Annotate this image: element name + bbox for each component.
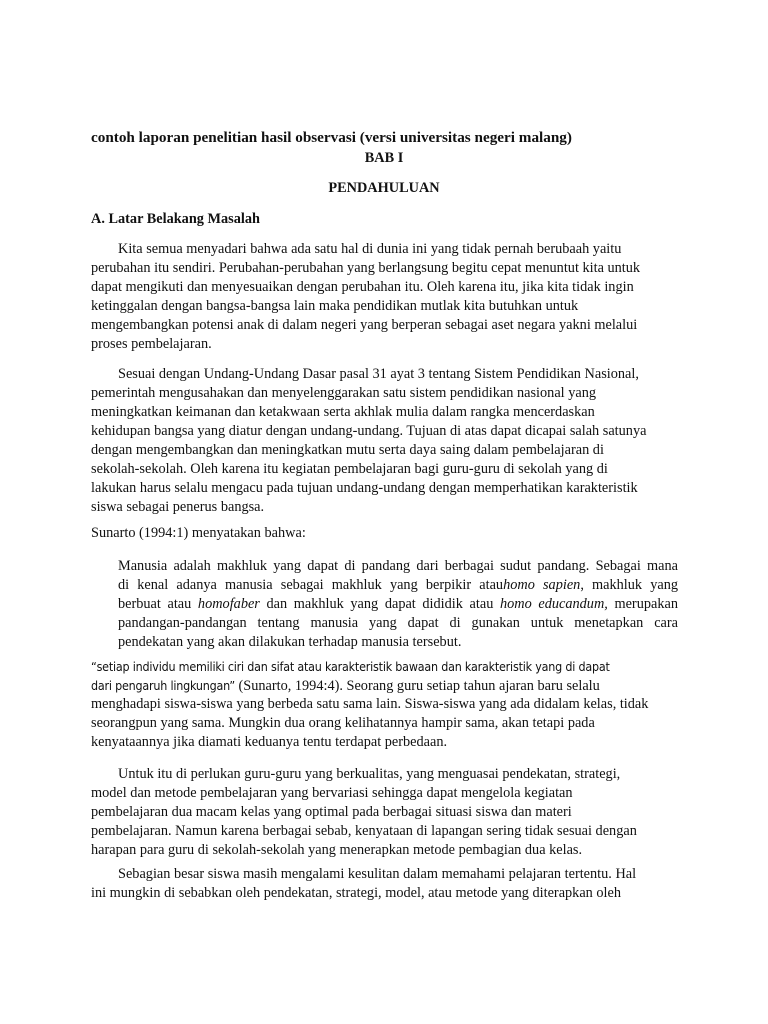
text-line: lakukan harus selalu mengacu pada tujuan undang-undang dengan memperhatikan karakteristik (91, 480, 638, 496)
text-line: dapat mengikuti dan menyesuaikan dengan perubahan itu. Oleh karena itu, jika kita tidak ingin (91, 279, 634, 295)
paragraph-4 (91, 657, 691, 752)
section-heading: A. Latar Belakang Masalah (91, 211, 260, 227)
quote-line: Manusia adalah makhluk yang dapat di pandang dari berbagai sudut pandang. Sebagai mana (118, 558, 678, 574)
text-line: seorangpun yang sama. Mungkin dua orang kelihatannya hampir sama, akan tetapi pada (91, 715, 595, 731)
chapter-title: PENDAHULUAN (328, 180, 440, 196)
text-line: dari pengaruh lingkungan” (Sunarto, 1994:4). Seorang guru setiap tahun ajaran baru selalu (91, 678, 600, 694)
quote-line: berbuat atau homofaber dan makhluk yang dapat dididik atau homo educandum, merupakan (118, 596, 678, 612)
paragraph-6 (91, 865, 691, 903)
text-line: siswa sebagai penerus bangsa. (91, 499, 265, 515)
quoted-text: dari pengaruh lingkungan” (91, 678, 235, 693)
text-line: menghadapi siswa-siswa yang berbeda satu sama lain. Siswa-siswa yang ada didalam kelas, tidak (91, 696, 649, 712)
text-line: Sebagian besar siswa masih mengalami kesulitan dalam memahami pelajaran tertentu. Hal (118, 866, 637, 882)
document-title: contoh laporan penelitian hasil observasi (versi universitas negeri malang) (91, 129, 572, 146)
chapter-number: BAB I (364, 150, 404, 166)
text-line: ini mungkin di sebabkan oleh pendekatan, strategi, model, atau metode yang diterapkan oleh (91, 885, 622, 901)
paragraph-1 (91, 240, 691, 354)
text-line: proses pembelajaran. (91, 336, 212, 352)
quoted-text-line: “setiap individu memiliki ciri dan sifat atau karakteristik bawaan dan karakteristik yang di dapat (91, 659, 610, 674)
text-line: mengembangkan potensi anak di dalam negeri yang berperan sebagai aset negara yakni melalui (91, 317, 638, 333)
text-line: kenyataannya jika diamati keduanya tentu terdapat perbedaan. (91, 734, 448, 750)
block-quote (118, 557, 678, 652)
text-line: meningkatkan keimanan dan ketakwaan serta akhlak mulia dalam rangka mencerdaskan (91, 404, 595, 420)
text-line: pembelajaran. Namun karena berbagai sebab, kenyataan di lapangan sering tidak sesuai dengan (91, 823, 637, 839)
paragraph-3 (91, 524, 691, 543)
text-line: pembelajaran dua macam kelas yang optimal pada berbagai situasi siswa dan materi (91, 804, 572, 820)
text-line: Sunarto (1994:1) menyatakan bahwa: (91, 525, 306, 541)
italic-term: homo sapien (503, 577, 581, 593)
text-line: Sesuai dengan Undang-Undang Dasar pasal 31 ayat 3 tentang Sistem Pendidikan Nasional, (118, 366, 639, 382)
text-line: model dan metode pembelajaran yang bervariasi sehingga dapat mengelola kegiatan (91, 785, 573, 801)
quote-line: pendekatan yang akan dilakukan terhadap manusia tersebut. (118, 634, 462, 650)
italic-term: homo educandum, (499, 596, 608, 612)
italic-term: homofaber (197, 596, 260, 612)
text-line: kehidupan bangsa yang diatur dengan undang-undang. Tujuan di atas dapat dicapai salah satunya (91, 423, 647, 439)
quote-line: pandangan-pandangan tentang manusia yang dapat di gunakan untuk menetapkan cara (118, 615, 678, 631)
paragraph-5 (91, 765, 691, 860)
text-line: Kita semua menyadari bahwa ada satu hal di dunia ini yang tidak pernah berubaah yaitu (118, 241, 622, 257)
text-line: Untuk itu di perlukan guru-guru yang berkualitas, yang menguasai pendekatan, strategi, (118, 766, 621, 782)
text-line: dengan mengembangkan dan meningkatkan mutu serta daya saing dalam pembelajaran di (91, 442, 604, 458)
text-line: harapan para guru di sekolah-sekolah yang menerapkan metode pembagian dua kelas. (91, 842, 583, 858)
text-line: sekolah-sekolah. Oleh karena itu kegiatan pembelajaran bagi guru-guru di sekolah yang di (91, 461, 608, 477)
text-line: ketinggalan dengan bangsa-bangsa lain maka pendidikan mutlak kita butuhkan untuk (91, 298, 579, 314)
paragraph-2 (91, 365, 691, 517)
text-line: pemerintah mengusahakan dan menyelenggarakan satu sistem pendidikan nasional yang (91, 385, 596, 401)
quote-line: di kenal adanya manusia sebagai makhluk yang berpikir atauhomo sapien, makhluk yang (118, 577, 678, 593)
text-line: perubahan itu sendiri. Perubahan-perubahan yang berlangsung begitu cepat menuntut kita untuk (91, 260, 641, 276)
